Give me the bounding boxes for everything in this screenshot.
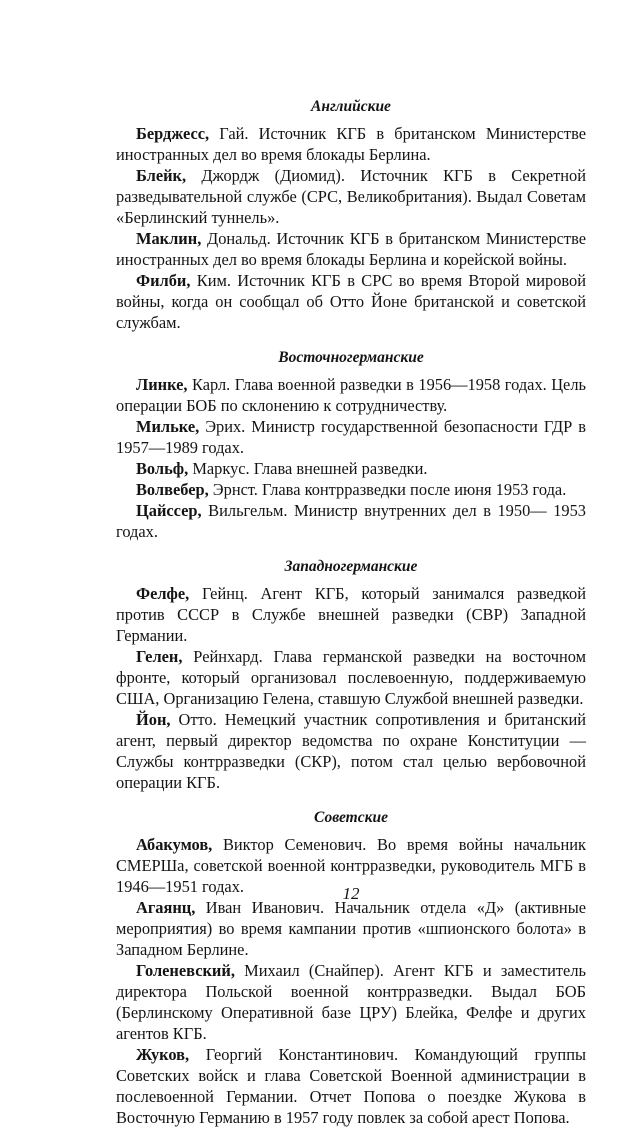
entry-name: Филби, xyxy=(136,271,191,290)
entry-name: Маклин, xyxy=(136,229,202,248)
section-english xyxy=(116,96,586,333)
entry-linke xyxy=(116,374,586,416)
section-heading: Восточногерманские xyxy=(278,349,424,366)
entry-name: Йон, xyxy=(136,710,171,729)
section-west-german xyxy=(116,556,586,793)
section-heading: Английские xyxy=(311,98,391,115)
entry-text: Вильгельм. Министр внутренних дел в 1950— 1953 годах. xyxy=(116,501,586,541)
entry-john xyxy=(116,709,586,793)
entry-text: Иван Иванович. Начальник отдела «Д» (активные мероприятия) во время кампании против «шпионского болота» в Западном Берлине. xyxy=(116,898,586,959)
entry-agayants xyxy=(116,897,586,960)
entry-wollweber xyxy=(116,479,586,500)
entry-gehlen xyxy=(116,646,586,709)
entry-name: Абакумов, xyxy=(136,835,213,854)
entry-name: Линке, xyxy=(136,375,188,394)
entry-text: Маркус. Глава внешней разведки. xyxy=(188,459,428,478)
entry-goleniewski xyxy=(116,960,586,1044)
entry-name: Вольф, xyxy=(136,459,189,478)
entry-text: Отто. Немецкий участник сопротивления и британский агент, первый директор ведомства по охране Конституции — Службы контрразведки (СКР), потом стал целью вербовочной операции КГБ. xyxy=(116,710,586,792)
section-heading: Западногерманские xyxy=(284,558,418,575)
section-heading: Советские xyxy=(314,809,388,826)
entry-text: Михаил (Снайпер). Агент КГБ и заместитель директора Польской военной контрразведки. Выдал БОБ (Берлинскому Оперативной базе ЦРУ) Блейка, Фелфе и других агентов КГБ. xyxy=(116,961,586,1043)
entry-name: Агаянц, xyxy=(136,898,196,917)
entry-text: Джордж (Диомид). Источник КГБ в Секретной разведывательной службе (СРС, Великобритания). Выдал Советам «Берлинский туннель». xyxy=(116,166,586,227)
entry-text: Карл. Глава военной разведки в 1956—1958 годах. Цель операции БОБ по склонению к сотрудничеству. xyxy=(116,375,586,415)
entry-name: Фелфе, xyxy=(136,584,190,603)
entry-name: Жуков, xyxy=(136,1045,190,1064)
page-body xyxy=(116,92,586,1128)
entry-text: Георгий Константинович. Командующий группы Советских войск и глава Советской Военной администрации в послевоенной Германии. Отчет Попова о поездке Жукова в Восточную Германию в 1957 году повлек за собой арест Попова. xyxy=(116,1045,586,1127)
entry-mielke xyxy=(116,416,586,458)
entry-wolf xyxy=(116,458,586,479)
entry-text: Эрнст. Глава контрразведки после июня 1953 года. xyxy=(208,480,567,499)
entry-name: Берджесс, xyxy=(136,124,210,143)
entry-maclean xyxy=(116,228,586,270)
entry-name: Мильке, xyxy=(136,417,200,436)
entry-name: Голеневский, xyxy=(136,961,235,980)
entry-blake xyxy=(116,165,586,228)
entry-zhukov xyxy=(116,1044,586,1128)
entry-name: Блейк, xyxy=(136,166,187,185)
section-soviet xyxy=(116,807,586,1128)
entry-philby xyxy=(116,270,586,333)
section-east-german xyxy=(116,347,586,542)
entry-name: Гелен, xyxy=(136,647,183,666)
entry-text: Гейнц. Агент КГБ, который занимался разведкой против СССР в Службе внешней разведки (СВР) Западной Германии. xyxy=(116,584,586,645)
entry-text: Гай. Источник КГБ в британском Министерстве иностранных дел во время блокады Берлина. xyxy=(116,124,586,164)
entry-felfe xyxy=(116,583,586,646)
page-number: 12 xyxy=(342,884,360,903)
entry-text: Дональд. Источник КГБ в британском Министерстве иностранных дел во время блокады Берлина и корейской войны. xyxy=(116,229,586,269)
entry-zaisser xyxy=(116,500,586,542)
entry-text: Виктор Семенович. Во время войны начальник СМЕРШа, советской военной контрразведки, руководитель МГБ в 1946—1951 годах. xyxy=(116,835,586,896)
entry-text: Эрих. Министр государственной безопасности ГДР в 1957—1989 годах. xyxy=(116,417,586,457)
entry-text: Рейнхард. Глава германской разведки на восточном фронте, который организовал послевоенную, поддерживаемую США, Организацию Гелена, ставшую Службой внешней разведки. xyxy=(116,647,586,708)
entry-name: Волвебер, xyxy=(136,480,209,499)
entry-burgess xyxy=(116,123,586,165)
entry-name: Цайссер, xyxy=(136,501,202,520)
entry-text: Ким. Источник КГБ в СРС во время Второй мировой войны, когда он сообщал об Отто Йоне британской и советской службам. xyxy=(116,271,586,332)
